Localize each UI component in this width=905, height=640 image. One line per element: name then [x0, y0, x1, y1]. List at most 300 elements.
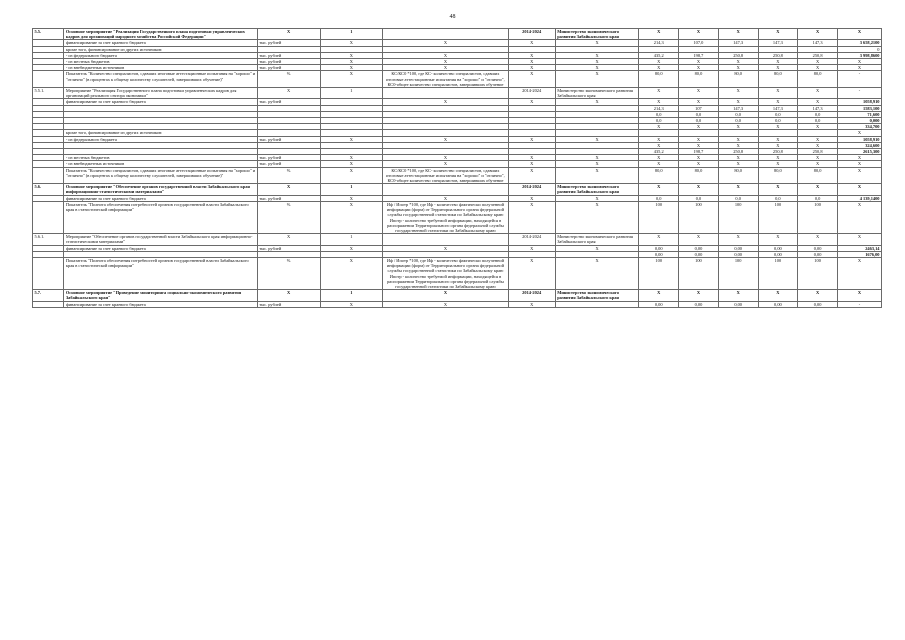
- table-cell: 0,00: [798, 251, 838, 257]
- program-table: [32, 28, 882, 308]
- table-cell: 100: [758, 201, 798, 233]
- table-cell: X: [639, 290, 679, 301]
- table-cell: X: [555, 167, 639, 184]
- table-cell: X: [508, 167, 555, 184]
- table-cell: тыс. рублей: [257, 99, 320, 105]
- table-cell: X: [257, 290, 320, 301]
- table-cell: X: [758, 142, 798, 148]
- table-cell: 107,0: [679, 40, 719, 46]
- table-cell: 250,8: [718, 149, 758, 155]
- table-cell: X: [679, 136, 719, 142]
- table-cell: X: [320, 40, 383, 46]
- table-cell: X: [320, 257, 383, 289]
- table-cell: 0,000: [837, 118, 881, 124]
- table-cell: X: [679, 59, 719, 65]
- table-cell: X: [639, 65, 679, 71]
- table-cell: 1583,100: [837, 105, 881, 111]
- table-cell: 100: [718, 257, 758, 289]
- table-cell: %: [257, 167, 320, 184]
- table-cell: X: [555, 257, 639, 289]
- table-cell: X: [718, 136, 758, 142]
- table-cell: X: [508, 301, 555, 307]
- table-cell: X: [798, 161, 838, 167]
- table-cell: - из местных бюджетов: [64, 155, 257, 161]
- table-cell: X: [383, 65, 508, 71]
- table-cell: 0,0: [718, 118, 758, 124]
- table-cell: X: [679, 142, 719, 148]
- table-cell: КС/КС0 *100, где КС- количество специалистов, сдавших итоговые аттестационные испытания на "хорошо" и "отлично", КС0-общее количество специалистов, завершивших обучение: [383, 167, 508, 184]
- table-cell: 80,0: [718, 71, 758, 88]
- table-cell: Основное мероприятие "Проведение мониторинга социально-экономического развития Забайкальского края": [64, 290, 257, 301]
- table-cell: 0,00: [639, 245, 679, 251]
- table-cell: X: [320, 195, 383, 201]
- table-cell: 0,0: [758, 118, 798, 124]
- table-cell: X: [718, 142, 758, 148]
- table-cell: X: [679, 124, 719, 130]
- table-cell: X: [837, 290, 881, 301]
- table-cell: X: [718, 59, 758, 65]
- table-cell: тыс. рублей: [257, 65, 320, 71]
- table-cell: X: [320, 245, 383, 251]
- table-cell: КС/КС0 *100, где КС- количество специалистов, сдавших итоговые аттестационные испытания на "хорошо" и "отлично", КС0-общее количество специалистов, завершивших обучение: [383, 71, 508, 88]
- table-cell: X: [718, 88, 758, 99]
- table-row: [33, 257, 882, 289]
- table-cell: X: [798, 99, 838, 105]
- table-cell: 0,0: [639, 111, 679, 117]
- table-cell: 0,00: [718, 245, 758, 251]
- table-cell: X: [718, 155, 758, 161]
- table-cell: X: [798, 142, 838, 148]
- table-cell: X: [508, 59, 555, 65]
- table-cell: 0,00: [718, 301, 758, 307]
- table-cell: 80,0: [639, 167, 679, 184]
- table-cell: [383, 29, 508, 40]
- table-cell: тыс. рублей: [257, 40, 320, 46]
- page-number: 48: [449, 14, 456, 20]
- table-cell: 3 998,8600: [837, 52, 881, 58]
- table-cell: X: [508, 99, 555, 105]
- table-cell: X: [837, 257, 881, 289]
- table-cell: X: [555, 136, 639, 142]
- table-cell: [555, 301, 639, 307]
- table-cell: X: [679, 155, 719, 161]
- table-row: [33, 290, 882, 301]
- table-row: [33, 71, 882, 88]
- table-cell: X: [639, 29, 679, 40]
- table-body: [33, 29, 882, 308]
- table-cell: X: [320, 155, 383, 161]
- table-cell: 198,7: [679, 149, 719, 155]
- table-cell: 107: [679, 105, 719, 111]
- table-cell: X: [320, 59, 383, 65]
- table-cell: Министерство экономического развития Забайкальского края: [555, 29, 639, 40]
- table-cell: 334,700: [837, 124, 881, 130]
- table-cell: финансирование за счет краевого бюджета: [64, 99, 257, 105]
- table-cell: 80,0: [718, 167, 758, 184]
- table-cell: X: [257, 29, 320, 40]
- table-cell: 0,00: [798, 245, 838, 251]
- table-cell: X: [555, 201, 639, 233]
- table-cell: X: [837, 59, 881, 65]
- table-cell: 0: [837, 46, 881, 52]
- table-cell: 71,600: [837, 111, 881, 117]
- table-cell: тыс. рублей: [257, 301, 320, 307]
- table-cell: X: [508, 201, 555, 233]
- table-cell: -: [837, 88, 881, 99]
- table-cell: 0,0: [639, 118, 679, 124]
- table-cell: 214,3: [639, 40, 679, 46]
- table-cell: X: [639, 155, 679, 161]
- table-cell: X: [320, 65, 383, 71]
- table-cell: X: [639, 161, 679, 167]
- table-cell: %: [257, 257, 320, 289]
- table-cell: Министерство экономического развития Забайкальского края: [555, 88, 639, 99]
- table-cell: X: [257, 184, 320, 195]
- table-cell: 2014-2024: [508, 29, 555, 40]
- table-cell: X: [718, 29, 758, 40]
- table-cell: 100: [679, 257, 719, 289]
- table-cell: X: [508, 155, 555, 161]
- table-cell: X: [798, 155, 838, 161]
- table-cell: X: [679, 99, 719, 105]
- table-cell: X: [508, 245, 555, 251]
- table-cell: [33, 71, 64, 88]
- table-cell: X: [383, 245, 508, 251]
- table-cell: X: [508, 195, 555, 201]
- table-cell: 0,00: [798, 301, 838, 307]
- table-cell: 250,8: [798, 149, 838, 155]
- table-cell: 100: [798, 201, 838, 233]
- table-cell: 435,2: [639, 149, 679, 155]
- table-cell: X: [555, 155, 639, 161]
- table-cell: тыс. рублей: [257, 245, 320, 251]
- table-cell: X: [320, 301, 383, 307]
- table-cell: финансирование за счет краевого бюджета: [64, 40, 257, 46]
- table-cell: 100: [718, 201, 758, 233]
- table-cell: X: [758, 99, 798, 105]
- table-cell: 80,0: [798, 167, 838, 184]
- table-cell: 250,8: [758, 149, 798, 155]
- table-cell: тыс. рублей: [257, 195, 320, 201]
- table-cell: X: [383, 52, 508, 58]
- table-cell: X: [508, 136, 555, 142]
- table-cell: тыс. рублей: [257, 136, 320, 142]
- table-cell: 80,0: [679, 167, 719, 184]
- table-cell: X: [555, 99, 639, 105]
- table-cell: 5.5.1.: [33, 88, 64, 99]
- table-cell: 0,00: [639, 251, 679, 257]
- table-cell: Иф / Ипотр *100, где Иф - количество фактически полученной информации (форм) от Территориального органа федеральной службы государственной статистики по Забайкальскому краю Ипотр - количество требуемой информации, находящейся в распоряжении Территориального органа федеральной службы государственной статистики по Забайкальскому краю: [383, 201, 508, 233]
- table-cell: 1: [320, 184, 383, 195]
- table-cell: X: [718, 161, 758, 167]
- table-cell: Основное мероприятие "Обеспечение органов государственной власти Забайкальского края информационно-статистическими материалами": [64, 184, 257, 195]
- table-cell: X: [798, 124, 838, 130]
- table-cell: X: [758, 65, 798, 71]
- table-cell: X: [758, 161, 798, 167]
- table-cell: 1: [320, 234, 383, 245]
- table-cell: %: [257, 201, 320, 233]
- table-cell: 100: [758, 257, 798, 289]
- table-cell: X: [320, 201, 383, 233]
- table-cell: 80,0: [679, 71, 719, 88]
- table-cell: 1: [320, 290, 383, 301]
- table-cell: Мероприятие "Реализация Государственного плана подготовки управленческих кадров для организаций реального сектора экономики": [64, 88, 257, 99]
- table-cell: 2014-2024: [508, 88, 555, 99]
- table-cell: X: [758, 136, 798, 142]
- table-cell: 147,3: [718, 105, 758, 111]
- table-cell: 0,00: [679, 251, 719, 257]
- table-cell: Иф / Ипотр *100, где Иф - количество фактически полученной информации (форм) от Территориального органа федеральной службы государственной статистики по Забайкальскому краю Ипотр - количество требуемой информации, находящейся в распоряжении Территориального органа федеральной службы государственной статистики по Забайкальскому краю: [383, 257, 508, 289]
- table-cell: X: [639, 234, 679, 245]
- table-cell: X: [555, 52, 639, 58]
- table-cell: 2463,14: [837, 245, 881, 251]
- table-cell: финансирование за счет краевого бюджета: [64, 195, 257, 201]
- table-cell: X: [798, 59, 838, 65]
- table-cell: X: [257, 88, 320, 99]
- table-cell: X: [758, 29, 798, 40]
- table-cell: Основное мероприятие "Реализация Государственного плана подготовки управленческих кадров для организаций народного хозяйства Российской Федерации": [64, 29, 257, 40]
- table-cell: X: [798, 65, 838, 71]
- table-cell: X: [679, 161, 719, 167]
- table-cell: X: [320, 167, 383, 184]
- table-cell: X: [837, 234, 881, 245]
- table-cell: 147,3: [718, 40, 758, 46]
- table-cell: X: [718, 184, 758, 195]
- table-cell: 80,0: [798, 71, 838, 88]
- table-cell: X: [383, 40, 508, 46]
- table-cell: 0,0: [758, 111, 798, 117]
- table-cell: Министерство экономического развития Забайкальского края: [555, 234, 639, 245]
- table-cell: 5.6.1.: [33, 234, 64, 245]
- table-cell: X: [639, 124, 679, 130]
- table-cell: X: [257, 234, 320, 245]
- table-cell: 3 658,2100: [837, 40, 881, 46]
- table-cell: 80,0: [758, 167, 798, 184]
- table-cell: Министерство экономического развития Забайкальского края: [555, 290, 639, 301]
- table-cell: [33, 257, 64, 289]
- table-cell: 147,3: [798, 40, 838, 46]
- table-cell: 1058,910: [837, 136, 881, 142]
- table-cell: 1: [320, 88, 383, 99]
- table-cell: 324,600: [837, 142, 881, 148]
- table-cell: - из федерального бюджета: [64, 52, 257, 58]
- table-cell: 250,8: [718, 52, 758, 58]
- table-cell: 198,7: [679, 52, 719, 58]
- table-cell: X: [639, 142, 679, 148]
- table-cell: 0,0: [798, 111, 838, 117]
- table-cell: X: [320, 52, 383, 58]
- table-cell: X: [758, 88, 798, 99]
- table-cell: [383, 88, 508, 99]
- table-cell: 5.5.: [33, 29, 64, 40]
- table-cell: 1058,910: [837, 99, 881, 105]
- table-cell: X: [837, 155, 881, 161]
- table-cell: 0,0: [798, 195, 838, 201]
- table-cell: 0,00: [718, 251, 758, 257]
- table-cell: кроме того, финансирование из других источников:: [64, 46, 257, 52]
- table-cell: X: [758, 290, 798, 301]
- table-cell: 0,00: [679, 301, 719, 307]
- table-cell: X: [679, 234, 719, 245]
- table-cell: [383, 184, 508, 195]
- table-cell: X: [679, 65, 719, 71]
- table-cell: 100: [639, 201, 679, 233]
- table-cell: 0,00: [758, 245, 798, 251]
- table-cell: 0,0: [679, 195, 719, 201]
- table-cell: 0,00: [679, 245, 719, 251]
- table-cell: 214,3: [639, 105, 679, 111]
- table-cell: 0,00: [758, 301, 798, 307]
- table-cell: 0,0: [679, 118, 719, 124]
- table-cell: X: [508, 257, 555, 289]
- table-cell: [33, 201, 64, 233]
- table-cell: 0,0: [758, 195, 798, 201]
- table-row: [33, 88, 882, 99]
- table-cell: X: [718, 124, 758, 130]
- table-cell: X: [718, 99, 758, 105]
- table-cell: X: [837, 167, 881, 184]
- table-cell: X: [383, 59, 508, 65]
- table-cell: 80,0: [639, 71, 679, 88]
- table-cell: 0,00: [639, 301, 679, 307]
- table-cell: X: [837, 161, 881, 167]
- table-cell: X: [679, 184, 719, 195]
- table-cell: Мероприятие "Обеспечение органов государственной власти Забайкальского края информационно-статистическими материалами": [64, 234, 257, 245]
- table-cell: Показатель "Полнота обеспечения потребностей органов государственной власти Забайкальского края в статистической информации": [64, 201, 257, 233]
- table-cell: X: [639, 88, 679, 99]
- table-cell: 1676,00: [837, 251, 881, 257]
- table-cell: X: [383, 155, 508, 161]
- table-cell: 2014-2024: [508, 234, 555, 245]
- table-cell: X: [555, 71, 639, 88]
- table-cell: 147,3: [758, 40, 798, 46]
- table-cell: X: [758, 124, 798, 130]
- table-cell: X: [837, 201, 881, 233]
- table-cell: X: [718, 234, 758, 245]
- table-cell: X: [555, 245, 639, 251]
- table-cell: 2014-2024: [508, 290, 555, 301]
- table-cell: финансирование за счет краевого бюджета: [64, 301, 257, 307]
- table-cell: X: [798, 29, 838, 40]
- table-cell: X: [758, 59, 798, 65]
- table-cell: X: [798, 136, 838, 142]
- table-cell: 0,0: [798, 118, 838, 124]
- table-cell: X: [383, 290, 508, 301]
- table-cell: X: [383, 99, 508, 105]
- table-cell: X: [718, 290, 758, 301]
- table-cell: X: [798, 290, 838, 301]
- table-cell: 0,0: [718, 111, 758, 117]
- table-cell: Показатель "Количество специалистов, сдавших итоговые аттестационные испытания на "хорошо" и "отлично" (в процентах к общему количеству слушателей, завершивших обучение)": [64, 71, 257, 88]
- table-cell: X: [718, 65, 758, 71]
- table-cell: X: [679, 290, 719, 301]
- table-cell: Показатель "Количество специалистов, сдавших итоговые аттестационные испытания на "хорошо" и "отлично" (в процентах к общему количеству слушателей, завершивших обучение)": [64, 167, 257, 184]
- table-cell: X: [837, 130, 881, 136]
- table-row: [33, 234, 882, 245]
- table-row: [33, 167, 882, 184]
- table-cell: финансирование за счет краевого бюджета: [64, 245, 257, 251]
- table-cell: X: [320, 71, 383, 88]
- table-row: [33, 301, 882, 307]
- table-cell: 5.7.: [33, 290, 64, 301]
- table-cell: [33, 301, 64, 307]
- table-cell: X: [679, 88, 719, 99]
- table-cell: X: [837, 65, 881, 71]
- table-cell: X: [555, 65, 639, 71]
- table-cell: X: [639, 184, 679, 195]
- table-cell: X: [758, 155, 798, 161]
- table-row: [33, 184, 882, 195]
- table-cell: 2014-2024: [508, 184, 555, 195]
- table-cell: X: [555, 195, 639, 201]
- table-cell: X: [837, 29, 881, 40]
- table-cell: X: [508, 52, 555, 58]
- table-cell: X: [383, 161, 508, 167]
- table-cell: X: [639, 136, 679, 142]
- table-cell: 80,0: [758, 71, 798, 88]
- table-row: [33, 201, 882, 233]
- table-cell: 435,2: [639, 52, 679, 58]
- table-cell: - из федерального бюджета: [64, 136, 257, 142]
- table-cell: тыс. рублей: [257, 59, 320, 65]
- table-cell: X: [508, 65, 555, 71]
- table-cell: X: [383, 195, 508, 201]
- table-cell: X: [758, 184, 798, 195]
- table-cell: X: [508, 40, 555, 46]
- table-cell: X: [798, 184, 838, 195]
- table-cell: X: [383, 136, 508, 142]
- table-cell: X: [555, 161, 639, 167]
- table-cell: 4 139,1400: [837, 195, 881, 201]
- table-cell: X: [837, 184, 881, 195]
- table-cell: 100: [798, 257, 838, 289]
- table-cell: 0,00: [758, 251, 798, 257]
- table-cell: кроме того, финансирование из других источников:: [64, 130, 257, 136]
- table-cell: 147,3: [798, 105, 838, 111]
- table-cell: 0,0: [639, 195, 679, 201]
- table-cell: X: [639, 59, 679, 65]
- table-cell: %: [257, 71, 320, 88]
- table-row: [33, 29, 882, 40]
- table-cell: 0,0: [718, 195, 758, 201]
- table-cell: 0,0: [679, 111, 719, 117]
- table-cell: X: [320, 136, 383, 142]
- table-cell: -: [837, 301, 881, 307]
- table-cell: X: [508, 71, 555, 88]
- table-cell: X: [679, 29, 719, 40]
- table-cell: Министерство экономического развития Забайкальского края: [555, 184, 639, 195]
- table-cell: 100: [639, 257, 679, 289]
- table-cell: тыс. рублей: [257, 155, 320, 161]
- table-cell: X: [758, 234, 798, 245]
- table-cell: тыс. рублей: [257, 161, 320, 167]
- table-cell: X: [508, 161, 555, 167]
- table-cell: - из внебюджетных источников: [64, 161, 257, 167]
- table-cell: X: [383, 301, 508, 307]
- table-cell: - из местных бюджетов: [64, 59, 257, 65]
- table-cell: X: [798, 88, 838, 99]
- table-cell: 2615,300: [837, 149, 881, 155]
- table-cell: X: [555, 40, 639, 46]
- table-cell: X: [639, 99, 679, 105]
- table-cell: 1: [320, 29, 383, 40]
- table-cell: [33, 167, 64, 184]
- table-cell: 250,8: [798, 52, 838, 58]
- table-cell: 250,8: [758, 52, 798, 58]
- table-cell: -: [837, 71, 881, 88]
- table-cell: X: [555, 59, 639, 65]
- table-cell: тыс. рублей: [257, 52, 320, 58]
